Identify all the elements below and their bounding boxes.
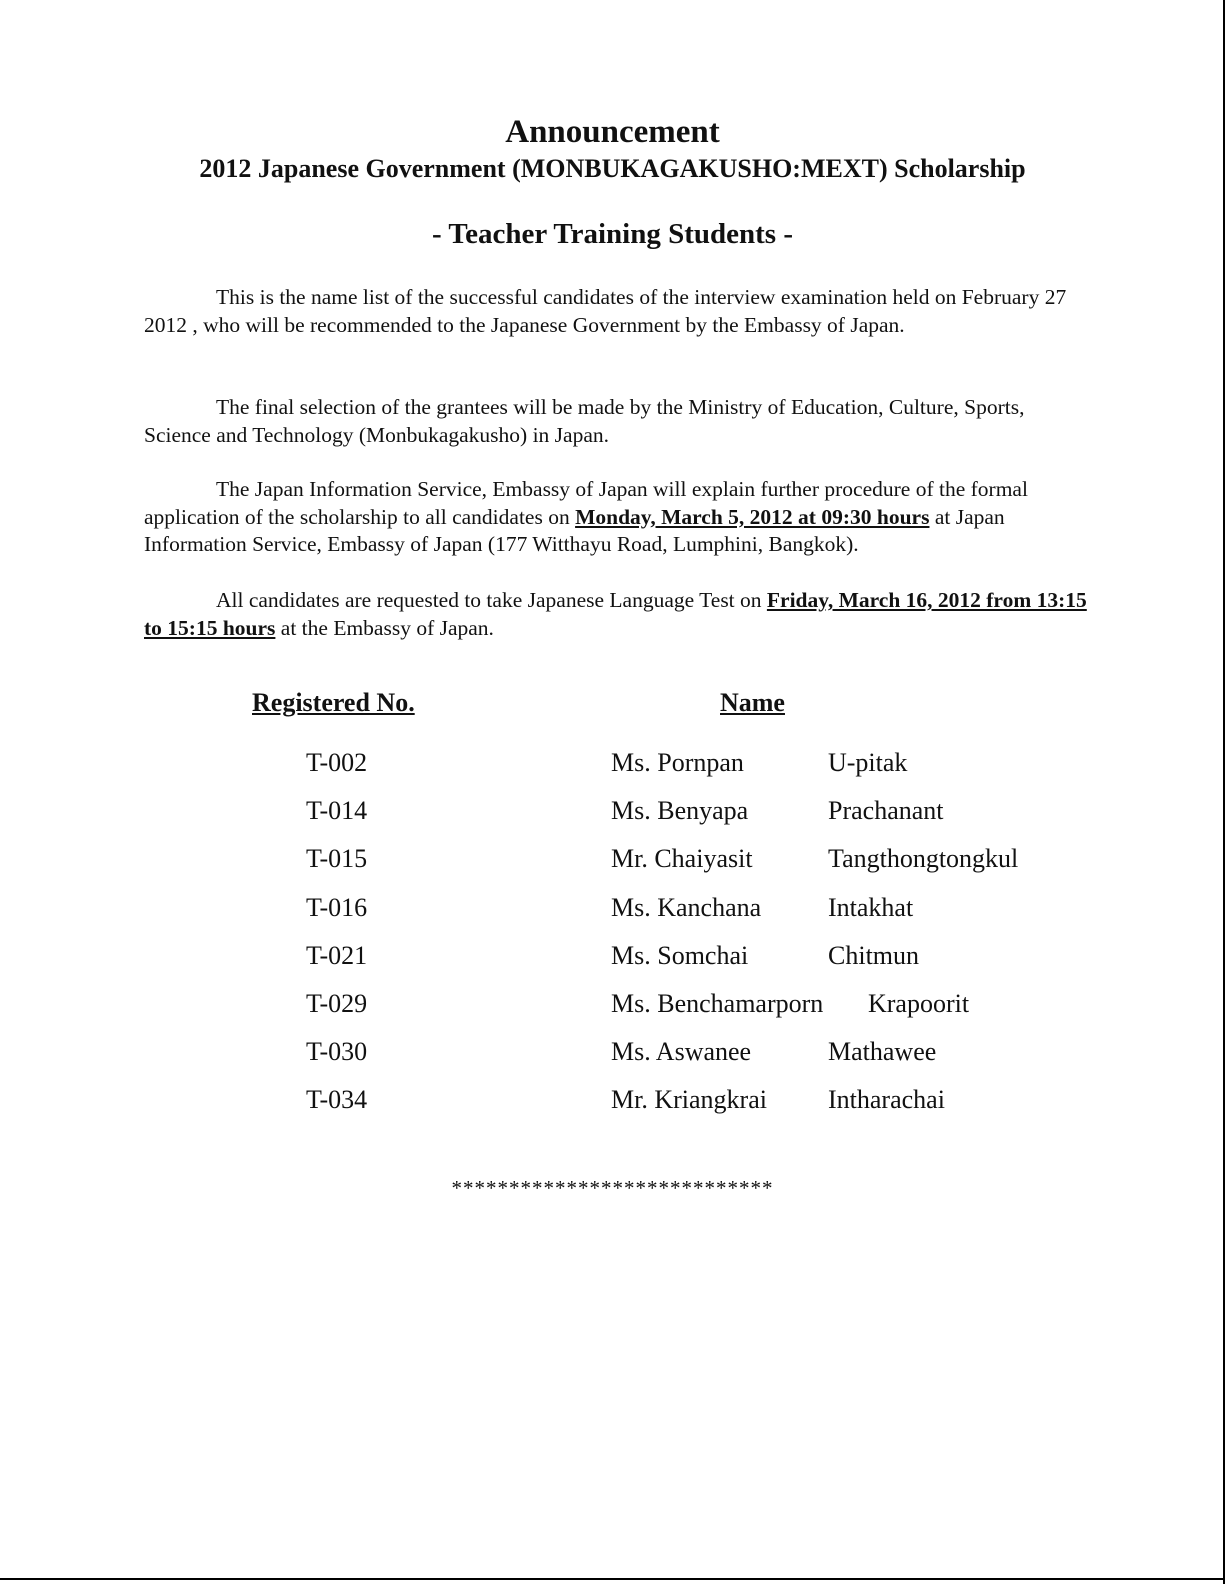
registered-no-cell: T-016 [306, 892, 368, 922]
family-name-cell: Chitmun [828, 940, 920, 970]
registered-no-cell: T-002 [306, 748, 368, 777]
footer-separator-stars: **************************** [451, 1176, 774, 1200]
family-name-cell: Krapoorit [868, 988, 970, 1018]
table-row [0, 748, 1225, 796]
document-subtitle: 2012 Japanese Government (MONBUKAGAKUSHO:MEXT) Scholarship [199, 154, 1026, 183]
document-title: Announcement [505, 114, 720, 150]
table-row [0, 989, 1225, 1037]
registered-no-cell: T-015 [306, 844, 368, 874]
table-row [0, 1037, 1225, 1085]
given-name-cell: Ms. Kanchana [611, 892, 762, 922]
table-row [0, 941, 1225, 989]
family-name-cell: Tangthongtongkul [828, 844, 1019, 874]
table-row [0, 796, 1225, 844]
family-name-cell: Prachanant [828, 796, 944, 826]
given-name-cell: Ms. Pornpan [611, 748, 744, 777]
given-name-cell: Ms. Benyapa [611, 796, 749, 826]
column-header-name: Name [720, 688, 785, 717]
paragraph-text: The Japan Information Service, Embassy of Japan will explain further procedure of the formal application of the scholarship to all candidates on [144, 477, 1028, 529]
column-header-registered-no: Registered No. [252, 688, 415, 717]
paragraph-text: All candidates are requested to take Japanese Language Test on [216, 588, 767, 612]
procedure-date-emphasis: Monday, March 5, 2012 at 09:30 hours [575, 504, 930, 529]
family-name-cell: Mathawee [828, 1037, 937, 1067]
paragraph-procedure [144, 476, 1094, 559]
paragraph-text: This is the name list of the successful candidates of the interview examination held on February 27 2012 , who will be recommended to the Japanese Government by the Embassy of Japan. [144, 285, 1067, 337]
paragraph-candidate-list [144, 284, 1094, 339]
section-heading: - Teacher Training Students - [432, 218, 793, 250]
table-row [0, 844, 1225, 892]
registered-no-cell: T-014 [306, 796, 368, 826]
given-name-cell: Ms. Somchai [611, 940, 749, 970]
family-name-cell: Intharachai [828, 1085, 945, 1115]
family-name-cell: U-pitak [828, 748, 908, 777]
registered-no-cell: T-034 [306, 1085, 368, 1115]
registered-no-cell: T-021 [306, 940, 368, 970]
paragraph-text: The final selection of the grantees will be made by the Ministry of Education, Culture, Sports, Science and Technology (Monbukagakusho) in Japan. [144, 395, 1025, 447]
registered-no-cell: T-029 [306, 988, 368, 1018]
table-row [0, 1085, 1225, 1133]
table-row [0, 893, 1225, 941]
given-name-cell: Ms. Benchamarporn [611, 988, 824, 1018]
page-border-bottom [0, 1578, 1225, 1580]
paragraph-text: at the Embassy of Japan. [275, 615, 494, 640]
candidate-list [0, 748, 1225, 1134]
test-date-emphasis: Friday, March 16, 2012 from 13:15 to 15:15 hours [144, 588, 1087, 640]
given-name-cell: Mr. Kriangkrai [611, 1085, 767, 1115]
family-name-cell: Intakhat [828, 892, 914, 922]
paragraph-language-test [144, 587, 1094, 642]
paragraph-final-selection [144, 394, 1094, 449]
paragraph-text: at Japan Information Service, Embassy of Japan (177 Witthayu Road, Lumphini, Bangkok). [144, 504, 1005, 556]
given-name-cell: Mr. Chaiyasit [611, 844, 753, 874]
registered-no-cell: T-030 [306, 1037, 368, 1067]
given-name-cell: Ms. Aswanee [611, 1037, 752, 1067]
